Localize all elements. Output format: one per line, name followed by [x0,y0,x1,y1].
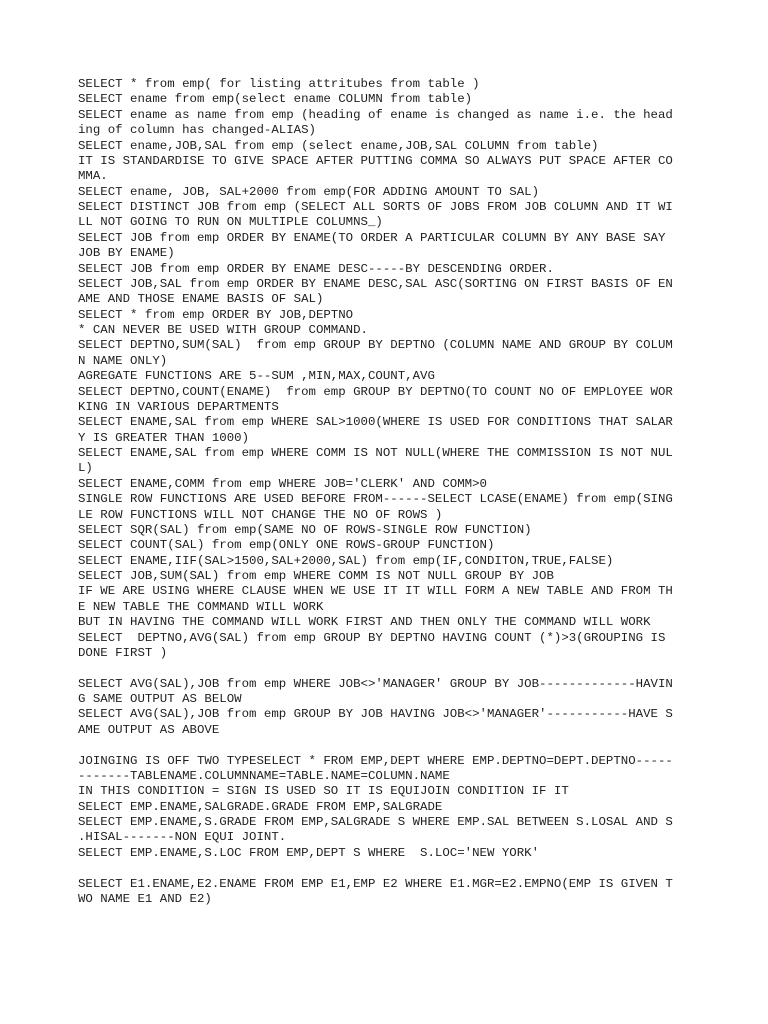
text-line [78,861,698,876]
text-line: IF WE ARE USING WHERE CLAUSE WHEN WE USE IT IT WILL FORM A NEW TABLE AND FROM TH [78,584,673,599]
text-line: DONE FIRST ) [78,645,168,660]
text-line: SELECT DEPTNO,AVG(SAL) from emp GROUP BY DEPTNO HAVING COUNT (*)>3(GROUPING IS [78,630,666,645]
text-line [78,738,698,753]
text-line: KING IN VARIOUS DEPARTMENTS [78,399,279,414]
text-line: N NAME ONLY) [78,353,168,368]
text-line: SELECT DEPTNO,COUNT(ENAME) from emp GROUP BY DEPTNO(TO COUNT NO OF EMPLOYEE WOR [78,384,673,399]
text-line: AME AND THOSE ENAME BASIS OF SAL) [78,292,324,307]
text-line: SELECT ENAME,SAL from emp WHERE SAL>1000(WHERE IS USED FOR CONDITIONS THAT SALAR [78,415,673,430]
text-line: SELECT SQR(SAL) from emp(SAME NO OF ROWS-SINGLE ROW FUNCTION) [78,522,532,537]
text-line: SELECT ENAME,SAL from emp WHERE COMM IS NOT NULL(WHERE THE COMMISSION IS NOT NUL [78,446,673,460]
text-line: SELECT ENAME,COMM from emp WHERE JOB='CLERK' AND COMM>0 [78,476,487,491]
text-line: SELECT ename, JOB, SAL+2000 from emp(FOR ADDING AMOUNT TO SAL) [78,184,540,199]
text-line: BUT IN HAVING THE COMMAND WILL WORK FIRST AND THEN ONLY THE COMMAND WILL WORK [78,615,651,630]
text-line: ing of column has changed-ALIAS) [78,123,316,138]
text-line: SELECT E1.ENAME,E2.ENAME FROM EMP E1,EMP E2 WHERE E1.MGR=E2.EMPNO(EMP IS GIVEN T [78,876,673,891]
text-line: SELECT AVG(SAL),JOB from emp WHERE JOB<>'MANAGER' GROUP BY JOB-------------HAVIN [78,676,673,691]
text-line: SELECT ename,JOB,SAL from emp (select ename,JOB,SAL COLUMN from table) [78,138,599,153]
text-line: JOB BY ENAME) [78,246,175,261]
text-line: SELECT DEPTNO,SUM(SAL) from emp GROUP BY DEPTNO (COLUMN NAME AND GROUP BY COLUM [78,338,673,353]
text-line: WO NAME E1 AND E2) [78,891,212,906]
text-line: SELECT JOB from emp ORDER BY ENAME DESC-----BY DESCENDING ORDER. [78,261,554,276]
text-line: SELECT JOB from emp ORDER BY ENAME(TO ORDER A PARTICULAR COLUMN BY ANY BASE SAY [78,230,666,245]
text-line: .HISAL-------NON EQUI JOINT. [78,830,287,845]
text-line: SELECT * from emp ORDER BY JOB,DEPTNO [78,307,354,322]
text-line: SELECT ename from emp(select ename COLUMN from table) [78,92,473,107]
text-line: SINGLE ROW FUNCTIONS ARE USED BEFORE FROM------SELECT LCASE(ENAME) from emp(SING [78,492,673,507]
document-body [78,77,698,907]
text-line: SELECT EMP.ENAME,S.LOC FROM EMP,DEPT S WHERE S.LOC='NEW YORK' [78,845,540,860]
text-line: L) [78,461,93,476]
text-line: AME OUTPUT AS ABOVE [78,722,220,737]
text-line: IT IS STANDARDISE TO GIVE SPACE AFTER PUTTING COMMA SO ALWAYS PUT SPACE AFTER CO [78,153,673,168]
text-line: SELECT JOB,SAL from emp ORDER BY ENAME DESC,SAL ASC(SORTING ON FIRST BASIS OF EN [78,276,673,291]
text-line: AGREGATE FUNCTIONS ARE 5--SUM ,MIN,MAX,COUNT,AVG [78,369,435,384]
text-line: SELECT JOB,SUM(SAL) from emp WHERE COMM IS NOT NULL GROUP BY JOB [78,569,554,583]
text-line: SELECT * from emp( for listing attritubes from table ) [78,77,480,91]
text-line: LL NOT GOING TO RUN ON MULTIPLE COLUMNS_) [78,215,383,230]
text-line: -------TABLENAME.COLUMNNAME=TABLE.NAME=COLUMN.NAME [78,768,450,783]
text-line: SELECT ENAME,IIF(SAL>1500,SAL+2000,SAL) from emp(IF,CONDITON,TRUE,FALSE) [78,553,614,568]
text-line: Y IS GREATER THAN 1000) [78,430,250,445]
text-line: SELECT AVG(SAL),JOB from emp GROUP BY JOB HAVING JOB<>'MANAGER'-----------HAVE S [78,707,673,722]
text-line: SELECT DISTINCT JOB from emp (SELECT ALL SORTS OF JOBS FROM JOB COLUMN AND IT WI [78,200,673,214]
text-line: SELECT ename as name from emp (heading of ename is changed as name i.e. the head [78,107,673,122]
text-line: LE ROW FUNCTIONS WILL NOT CHANGE THE NO OF ROWS ) [78,507,443,522]
text-line: SELECT EMP.ENAME,SALGRADE.GRADE FROM EMP,SALGRADE [78,799,443,814]
text-line: SELECT EMP.ENAME,S.GRADE FROM EMP,SALGRADE S WHERE EMP.SAL BETWEEN S.LOSAL AND S [78,815,673,829]
text-line: MMA. [78,169,108,184]
text-line: * CAN NEVER BE USED WITH GROUP COMMAND. [78,323,368,337]
text-line: G SAME OUTPUT AS BELOW [78,692,242,706]
text-line: IN THIS CONDITION = SIGN IS USED SO IT IS EQUIJOIN CONDITION IF IT [78,784,569,799]
text-line: JOINGING IS OFF TWO TYPESELECT * FROM EMP,DEPT WHERE EMP.DEPTNO=DEPT.DEPTNO----- [78,753,673,768]
text-line: E NEW TABLE THE COMMAND WILL WORK [78,599,324,614]
text-line [78,661,698,676]
text-line: SELECT COUNT(SAL) from emp(ONLY ONE ROWS-GROUP FUNCTION) [78,538,495,553]
